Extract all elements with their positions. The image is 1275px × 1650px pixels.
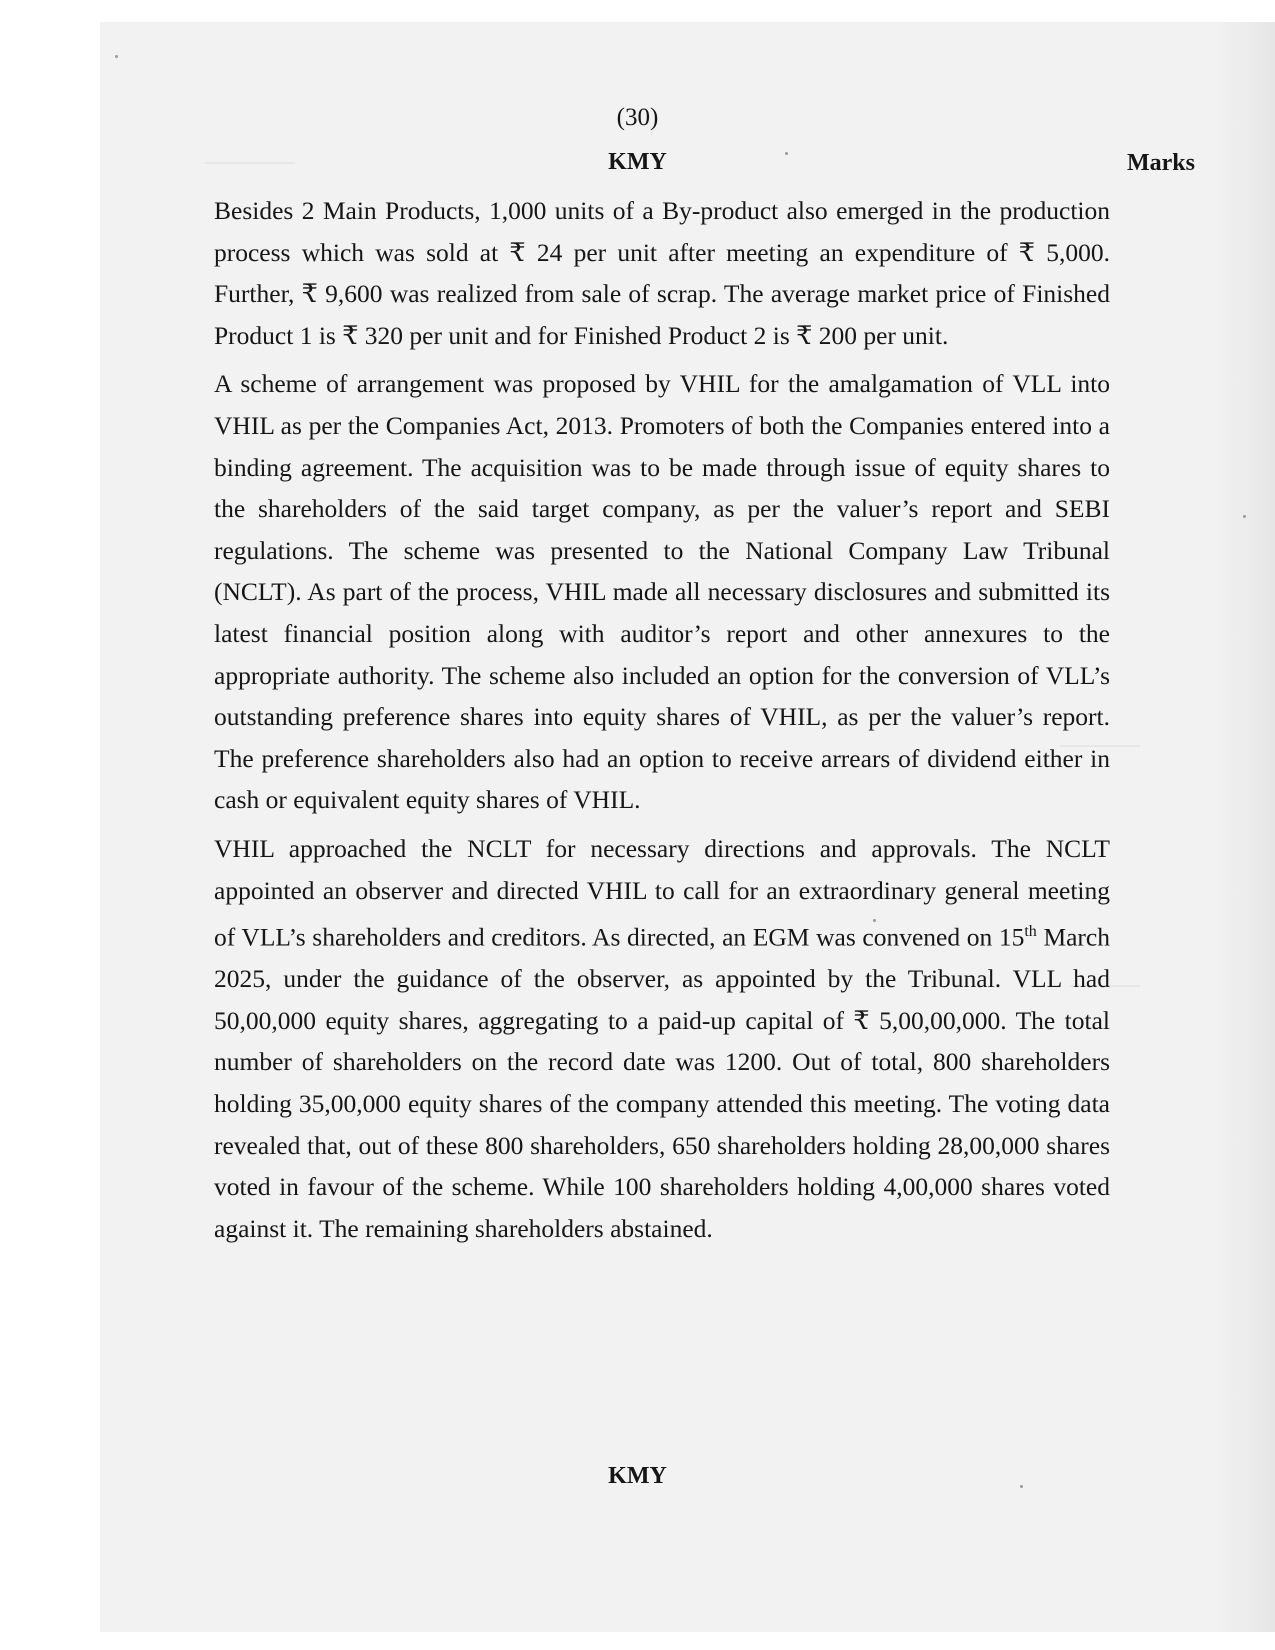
paragraph-nclt-egm bbox=[214, 828, 1110, 1249]
date-ordinal-superscript: th bbox=[1024, 923, 1037, 941]
paragraph-scheme-of-arrangement: A scheme of arrangement was proposed by VHIL for the amalgamation of VLL into VHIL as per the Companies Act, 2013. Promoters of both the Companies entered into a binding agreement. The acquisition was to be made through issue of equity shares to the shareholders of the said target company, as per the valuer’s report and SEBI regulations. The scheme was presented to the National Company Law Tribunal (NCLT). As part of the process, VHIL made all necessary disclosures and submitted its latest financial position along with auditor’s report and other annexures to the appropriate authority. The scheme also included an option for the conversion of VLL’s outstanding preference shares into equity shares of VHIL, as per the valuer’s report. The preference shareholders also had an option to receive arrears of dividend either in cash or equivalent equity shares of VHIL. bbox=[214, 369, 1110, 815]
question-body bbox=[214, 190, 1110, 1256]
paragraph-nclt-egm-part2: March 2025, under the guidance of the observer, as appointed by the Tribunal. VLL had 50,00,000 equity shares, aggregating to a paid-up capital of ₹ 5,00,00,000. The total number of shareholders on the record date was 1200. Out of total, 800 shareholders holding 35,00,000 equity shares of the company attended this meeting. The voting data revealed that, out of these 800 shareholders, 650 shareholders holding 28,00,000 shares voted in favour of the scheme. While 100 shareholders holding 4,00,000 shares voted against it. The remaining shareholders abstained. bbox=[214, 922, 1110, 1243]
page-edge-shadow bbox=[1215, 22, 1275, 1632]
page-number: (30) bbox=[616, 104, 659, 131]
paragraph-nclt-egm-part1: VHIL approached the NCLT for necessary directions and approvals. The NCLT appointed an observer and directed VHIL to call for an extraordinary general meeting of VLL’s shareholders and creditors. As directed, an EGM was convened on 15 bbox=[214, 833, 1110, 952]
paragraph-by-product: Besides 2 Main Products, 1,000 units of a By-product also emerged in the production process which was sold at ₹ 24 per unit after meeting an expenditure of ₹ 5,000. Further, ₹ 9,600 was realized from sale of scrap. The average market price of Finished Product 1 is ₹ 320 per unit and for Finished Product 2 is ₹ 200 per unit. bbox=[214, 196, 1110, 350]
scan-speck bbox=[115, 55, 118, 58]
scan-speck bbox=[1243, 515, 1246, 518]
marks-column-label: Marks bbox=[1127, 150, 1195, 176]
header-code: KMY bbox=[608, 149, 667, 175]
footer-code: KMY bbox=[608, 1463, 667, 1489]
